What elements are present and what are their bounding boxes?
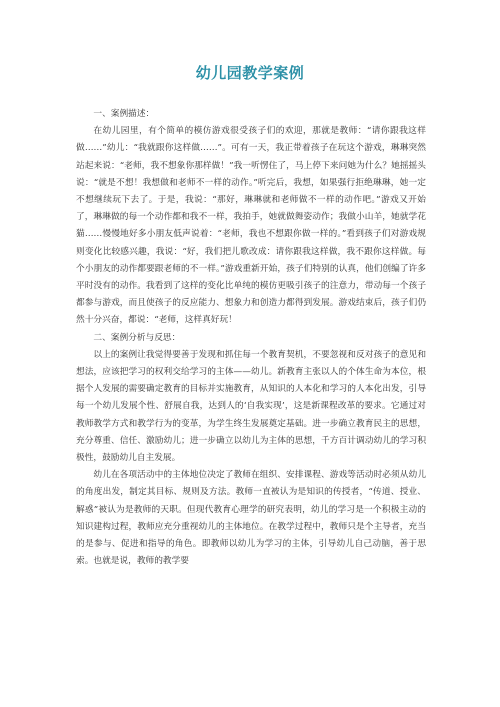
paragraph-1: 在幼儿园里，有个简单的模仿游戏很受孩子们的欢迎，那就是教师：“请你跟我这样做……”幼儿：“我就跟你这样做……”。可有一天，我正带着孩子在玩这个游戏，琳琳突然站起来说：“老师，我不想象你那样做！”我一听愣住了，马上停下来问她为什么？她摇摇头说：“就是不想！我想做和老师不一样的动作。”听完后，我想，如果强行拒绝琳琳，她一定不想继续玩下去了。于是，我说：“那好，琳琳就和老师做不一样的动作吧。”游戏又开始了，琳琳做的每一个动作都和我不一样，我拍手，她就做舞姿动作；我做小山羊，她就学花猫……慢慢地好多小朋友低声说着：“老师，我也不想跟你做一样的。”看到孩子们对游戏规则变化比较感兴趣，我说：“好，我们把儿歌改成：请你跟我这样做，我不跟你这样做。每个小朋友的动作都要跟老师的不一样。”游戏重新开始，孩子们特别的认真，他们创编了许多平时没有的动作。我看到了这样的变化比单纯的模仿更吸引孩子的注意力，带动每一个孩子都参与游戏，而且使孩子的反应能力、想象力和创造力都得到发展。游戏结束后，孩子们仍然十分兴奋，都说：“老师，这样真好玩！ [76, 126, 426, 326]
paragraph-2: 以上的案例让我觉得要善于发现和抓住每一个教育契机，不要忽视和反对孩子的意见和想法，应该把学习的权利交给学习的主体——幼儿。新教育主张以人的个体生命为本位，根据个人发展的需要确定教育的目标并实施教育，从知识的人本化和学习的人本化出发，引导每一个幼儿发展个性、舒展自我，达到人的‘自我实现’，这是新课程改革的要求。它通过对教师教学方式和教学行为的变革，为学生终生发展奠定基础。进一步确立教育民主的思想，充分尊重、信任、激励幼儿；进一步确立以幼儿为主体的思想，千方百计调动幼儿的学习积极性，鼓励幼儿自主发展。 [76, 349, 426, 464]
document-title: 幼儿园教学案例 [195, 64, 305, 82]
section-heading-2: 二、案例分析与反思： [93, 332, 181, 343]
document-body [76, 106, 426, 570]
section-heading-1: 一、案例描述： [93, 109, 155, 119]
paragraph-3: 幼儿在各项活动中的主体地位决定了教师在组织、安排课程、游戏等活动时必须从幼儿的角度出发，制定其目标、规则及方法。教师一直被认为是知识的传授者，“传道、授业、解惑”被认为是教师的天职。但现代教育心理学的研究表明，幼儿的学习是一个积极主动的知识建构过程，教师应充分重视幼儿的主体地位。在教学过程中，教师只是个主导者，充当的是参与、促进和指导的角色。即教师以幼儿为学习的主体，引导幼儿自己动脑，善于思索。也就是说，教师的教学要 [76, 470, 426, 567]
